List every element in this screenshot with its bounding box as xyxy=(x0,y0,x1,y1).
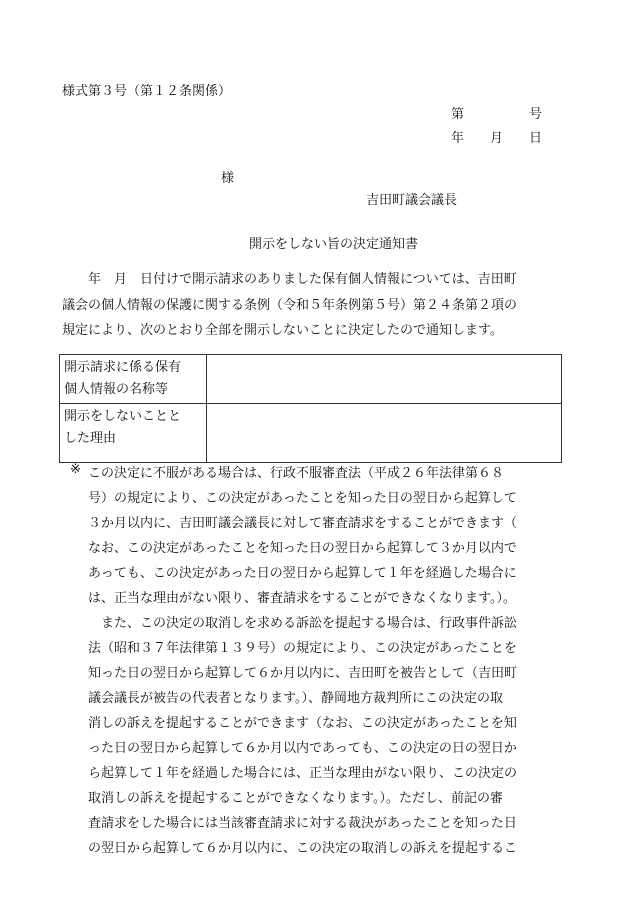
intro-line: 年 月 日付けで開示請求のありました保有個人情報については、吉田町 xyxy=(62,272,517,287)
table-value-cell xyxy=(207,404,562,463)
note-line: 取消しの訴えを提起することができなくなります。）。ただし、前記の審 xyxy=(88,791,503,806)
note-line: 法（昭和３７年法律第１３９号）の規定により、この決定があったことを xyxy=(88,641,517,656)
note-line: なお、この決定があったことを知った日の翌日から起算して３か月以内で xyxy=(88,541,517,556)
note-line: 査請求をした場合には当該審査請求に対する裁決があったことを知った日 xyxy=(88,816,517,831)
sender-name: 吉田町議会議長 xyxy=(366,193,458,208)
table-label-line: 開示請求に係る保有 xyxy=(64,360,182,375)
note-line: また、この決定の取消しを求める訴訟を提起する場合は、行政事件訴訟 xyxy=(88,616,518,631)
addressee-honorific: 様 xyxy=(221,171,235,186)
table-value-cell xyxy=(207,355,562,404)
note-line: った日の翌日から起算して６か月以内であっても、この決定の日の翌日か xyxy=(88,741,517,756)
decision-info-table xyxy=(59,354,562,463)
note-line: は、正当な理由がない限り、審査請求をすることができなくなります。）。 xyxy=(88,591,516,606)
note-line: ３か月以内に、吉田町議会議長に対して審査請求をすることができます（ xyxy=(88,516,518,531)
note-line: 号）の規定により、この決定があったことを知った日の翌日から起算して xyxy=(88,491,517,506)
table-label-line: 開示をしないことと xyxy=(64,409,182,424)
table-label-line: した理由 xyxy=(64,431,117,446)
intro-line: 議会の個人情報の保護に関する条例（令和５年条例第５号）第２４条第２項の xyxy=(62,298,518,313)
note-line: ら起算して１年を経過した場合には、正当な理由がない限り、この決定の xyxy=(88,766,518,781)
table-label-line: 個人情報の名称等 xyxy=(64,382,169,397)
note-line: あっても、この決定があった日の翌日から起算して１年を経過した場合に xyxy=(88,566,517,581)
note-line: この決定に不服がある場合は、行政不服審査法（平成２６年法律第６８ xyxy=(88,466,505,481)
document-title: 開示をしない旨の決定通知書 xyxy=(249,237,419,252)
note-line: 議会議長が被告の代表者となります。）、静岡地方裁判所にこの決定の取 xyxy=(88,691,503,706)
form-number-label: 様式第３号（第１２条関係） xyxy=(62,84,232,99)
table-row xyxy=(60,355,562,404)
document-date-line: 年 月 日 xyxy=(451,131,543,146)
table-row xyxy=(60,404,562,463)
document-number-line: 第 号 xyxy=(451,107,543,122)
note-mark: ※ xyxy=(70,462,81,477)
note-line: の翌日から起算して６か月以内に、この決定の取消しの訴えを提起するこ xyxy=(88,841,518,856)
intro-line: 規定により、次のとおり全部を開示しないことに決定したので通知します。 xyxy=(62,323,503,338)
table-label-cell xyxy=(60,355,207,404)
note-line: 知った日の翌日から起算して６か月以内に、吉田町を被告として（吉田町 xyxy=(88,666,518,681)
table-label-cell xyxy=(60,404,207,463)
note-line: 消しの訴えを提起することができます（なお、この決定があったことを知 xyxy=(88,716,517,731)
